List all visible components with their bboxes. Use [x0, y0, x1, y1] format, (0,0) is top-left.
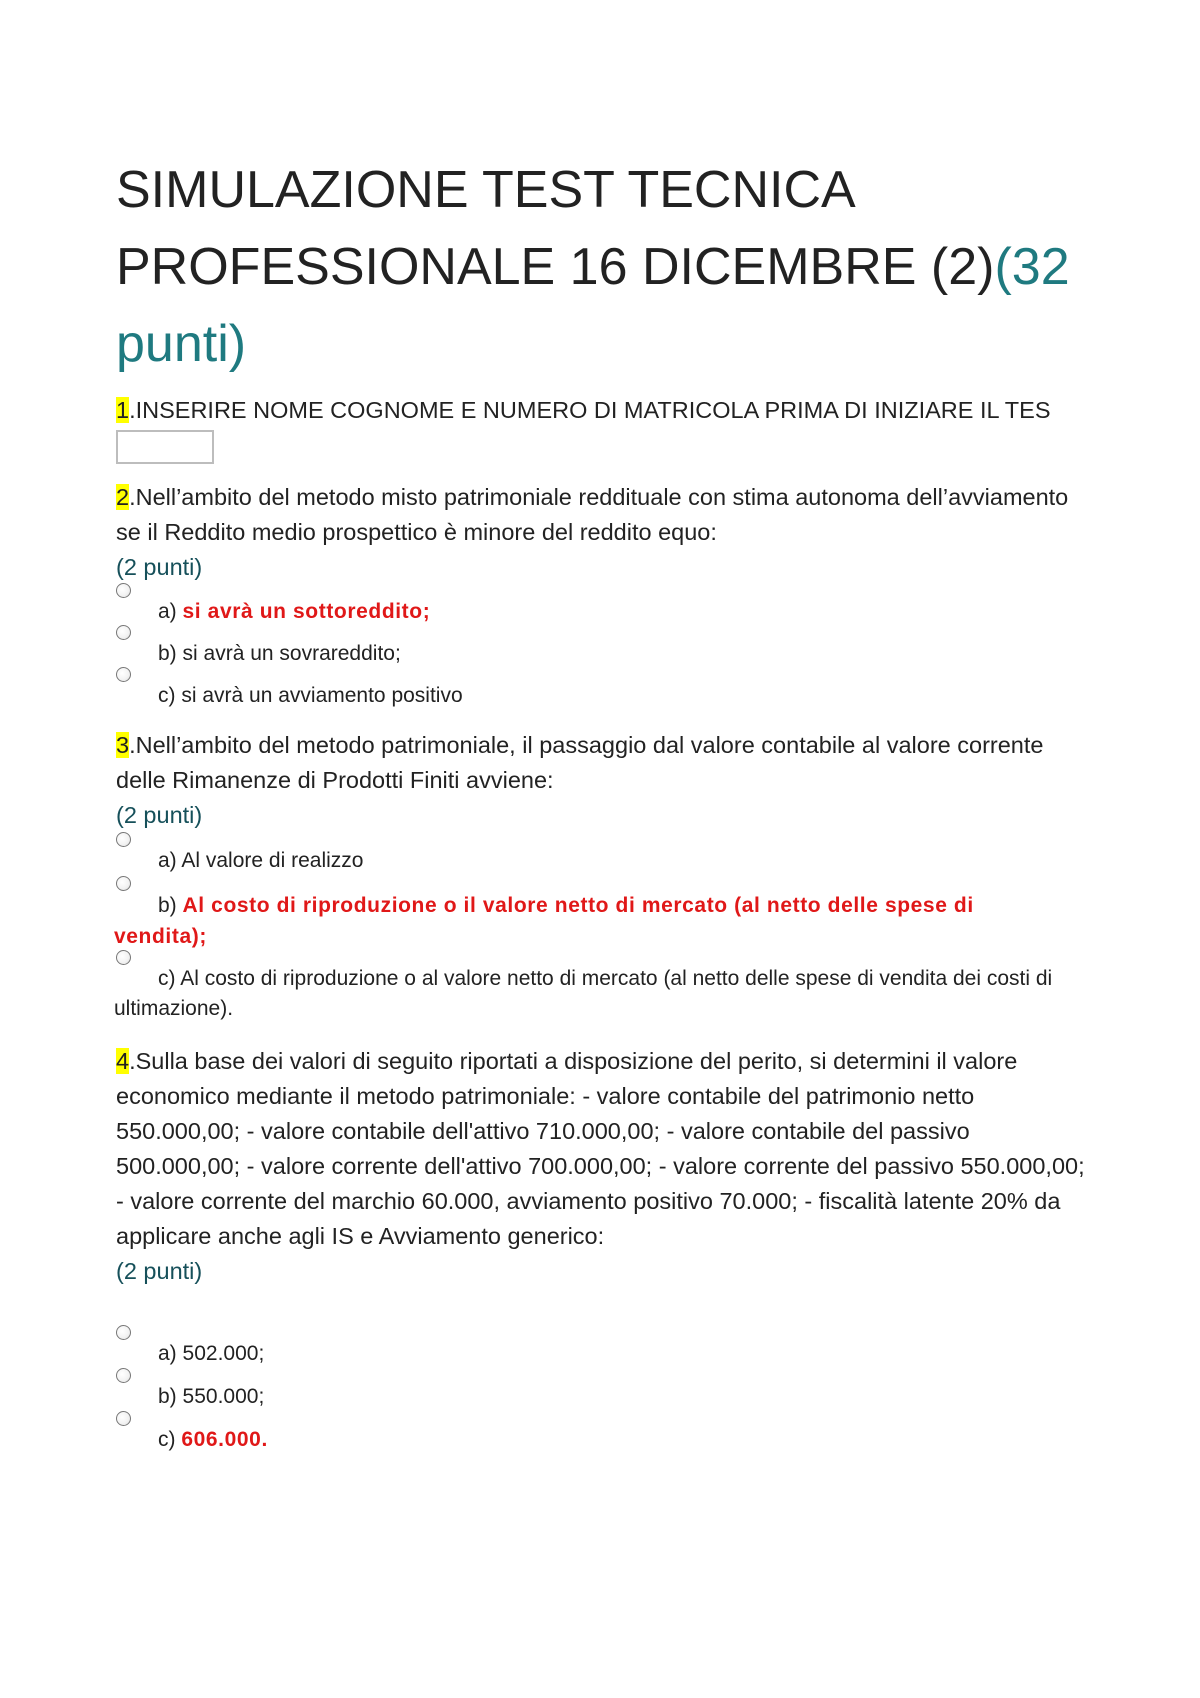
radio-button[interactable]	[116, 1325, 131, 1340]
radio-button[interactable]	[116, 876, 131, 891]
option-letter: a)	[158, 1342, 177, 1365]
question-2	[116, 480, 1096, 585]
title-main: SIMULAZIONE TEST TECNICA PROFESSIONALE 16 DICEMBRE (2)	[116, 161, 995, 296]
page-title	[116, 152, 1116, 383]
option-text: 502.000;	[182, 1342, 265, 1365]
option-letter: c)	[158, 684, 176, 707]
question-text: .Sulla base dei valori di seguito riportati a disposizione del perito, si determini il valore economico mediante il metodo patrimoniale: - valore contabile del patrimonio netto 550.000,00; - valore contabile dell'attivo 710.000,00; - valore contabile del passivo 500.000,00; - valore corrente dell'attivo 700.000,00; - valore corrente del passivo 550.000,00; - valore corrente del marchio 60.000, avviamento positivo 70.000; - fiscalità latente 20% da applicare anche agli IS e Avviamento generico:	[116, 1048, 1085, 1249]
option-letter: a)	[158, 600, 177, 623]
option-b[interactable]	[114, 890, 1094, 952]
option-letter: b)	[158, 1385, 177, 1408]
title-points: (32 punti)	[116, 238, 1070, 373]
option-b[interactable]	[114, 1382, 1094, 1412]
question-text: .Nell’ambito del metodo patrimoniale, il passaggio dal valore contabile al valore corrente delle Rimanenze di Prodotti Finiti avviene:	[116, 732, 1044, 793]
radio-button[interactable]	[116, 1411, 131, 1426]
option-letter: c)	[158, 1428, 176, 1451]
option-text: Al valore di realizzo	[181, 849, 364, 872]
radio-button[interactable]	[116, 583, 131, 598]
radio-button[interactable]	[116, 625, 131, 640]
option-text: si avrà un avviamento positivo	[181, 684, 463, 707]
question-4	[116, 1044, 1096, 1289]
option-a[interactable]	[114, 597, 1094, 627]
option-text-correct: Al costo di riproduzione o il valore netto di mercato (al netto delle spese di vendita);	[114, 894, 974, 948]
question-text: .INSERIRE NOME COGNOME E NUMERO DI MATRICOLA PRIMA DI INIZIARE IL TES	[129, 397, 1051, 423]
question-points: (2 punti)	[116, 802, 203, 828]
question-points: (2 punti)	[116, 554, 203, 580]
question-number: 2	[116, 484, 130, 510]
radio-button[interactable]	[116, 950, 131, 965]
option-a[interactable]	[114, 1339, 1094, 1369]
question-number: 3	[116, 732, 130, 758]
name-matricola-input[interactable]	[116, 430, 214, 464]
question-points: (2 punti)	[116, 1258, 203, 1284]
option-c[interactable]	[114, 1425, 1094, 1455]
option-letter: c)	[158, 967, 176, 990]
question-number: 1	[116, 397, 130, 423]
radio-button[interactable]	[116, 667, 131, 682]
option-letter: a)	[158, 849, 177, 872]
option-text: 550.000;	[182, 1385, 265, 1408]
option-text: si avrà un sovrareddito;	[182, 642, 401, 665]
option-letter: b)	[158, 894, 177, 917]
question-text: .Nell’ambito del metodo misto patrimoniale reddituale con stima autonoma dell’avviamento se il Reddito medio prospettico è minore del reddito equo:	[116, 484, 1069, 545]
option-c[interactable]	[114, 681, 1094, 711]
option-text-correct: 606.000.	[181, 1428, 268, 1451]
option-letter: b)	[158, 642, 177, 665]
question-3	[116, 728, 1096, 833]
option-text-correct: si avrà un sottoreddito;	[182, 600, 431, 623]
option-c[interactable]	[114, 964, 1094, 1024]
question-number: 4	[116, 1048, 130, 1074]
option-text: Al costo di riproduzione o al valore netto di mercato (al netto delle spese di vendita dei costi di ultimazione).	[114, 967, 1053, 1020]
question-1	[116, 393, 1096, 464]
radio-button[interactable]	[116, 1368, 131, 1383]
option-a[interactable]	[114, 846, 1094, 876]
option-b[interactable]	[114, 639, 1094, 669]
radio-button[interactable]	[116, 832, 131, 847]
